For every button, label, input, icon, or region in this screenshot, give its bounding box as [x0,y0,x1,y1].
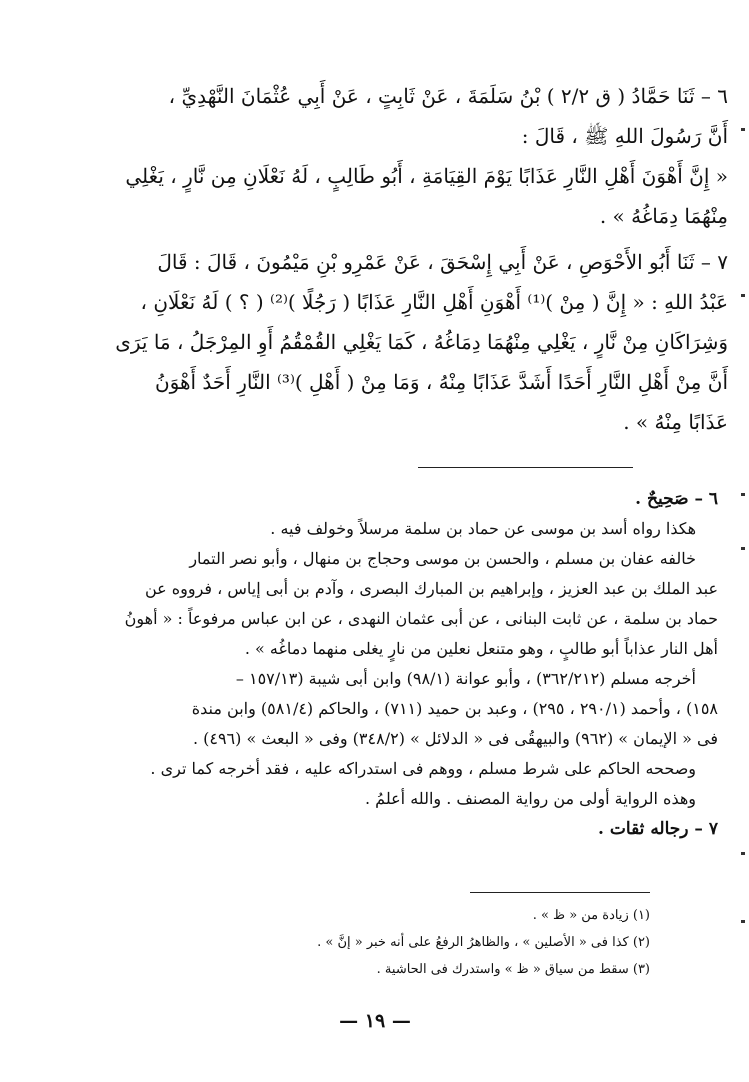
scan-mark [741,128,745,131]
hadith-line: مِنْهُمَا دِمَاغُهُ » . [599,204,728,228]
hadith-line: عَذَابًا مِنْهُ » . [623,410,728,434]
commentary-7-title: ٧ – رجاله ثقات . [598,819,718,839]
hadith-line: ٧ – ثَنَا أَبُو الأَحْوَصِ ، عَنْ أَبِي إِسْحَقَ ، عَنْ عَمْرِو بْنِ مَيْمُونَ ، قَالَ : قَالَ [157,250,728,274]
hadith-line: وَشِرَاكَانِ مِنْ نَّارٍ ، يَغْلِي مِنْهُمَا دِمَاغُهُ ، كَمَا يَغْلِي القُمْقُمُ أَوِ المِرْجَلُ ، مَا يَرَى [115,330,728,354]
commentary-line: فى « الإيمان » (٩٦٢) والبيهقُى فى « الدلائل » (٣٤٨/٢) وفى « البعث » (٤٩٦) . [192,729,718,748]
commentary-line: هكذا رواه أسد بن موسى عن حماد بن سلمة مرسلاً وخولف فيه . [270,519,696,538]
hadith-6-text [88,76,728,236]
page-number: — ١٩ — [339,1010,411,1032]
commentary-line: حماد بن سلمة ، عن ثابت البنانى ، عن أبى عثمان النهدى ، عن ابن عباس مرفوعاً : « أهونُ [124,609,718,628]
footnote-divider [470,892,650,893]
commentary-line: ١٥٨) ، وأحمد (٢٩٠/١ ، ٢٩٥) ، وعبد بن حميد (٧١١) ، والحاكم (٥٨١/٤) وابن مندة [191,699,718,718]
commentary-line: أخرجه مسلم (٣٦٢/٢١٢) ، وأبو عوانة (٩٨/١) وابن أبى شيبة (١٥٧/١٣ – [235,669,696,688]
footnote-1: (١) زيادة من « ظ » . [532,908,650,923]
scan-mark [741,920,745,923]
hadith-line: « إِنَّ أَهْوَنَ أَهْلِ النَّارِ عَذَابًا يَوْمَ القِيَامَةِ ، أَبُو طَالِبٍ ، لَهُ نَعْلَانِ مِن نَّارٍ ، يَغْلِي [125,164,728,188]
scan-mark [741,852,745,855]
commentary-6-title: ٦ – صَحِيحٌ . [635,489,718,509]
scan-mark [741,547,745,550]
commentary-line: وهذه الرواية أولى من رواية المصنف . والله أعلمُ . [365,789,696,808]
footnote-2: (٢) كذا فى « الأصلين » ، والظاهرُ الرفعُ على أنه خبر « إنَّ » . [317,935,650,950]
commentary-line: عبد الملك بن عبد العزيز ، وإبراهيم بن المبارك البصرى ، وآدم بن أبى إياس ، فرووه عن [144,579,718,598]
scan-mark [741,294,745,297]
footnote-3: (٣) سقط من سياق « ظ » واستدرك فى الحاشية . [376,962,650,977]
commentary-line: خالفه عفان بن مسلم ، والحسن بن موسى وحجاج بن منهال ، وأبو نصر التمار [189,549,696,568]
hadith-line: ٦ – ثَنَا حَمَّادُ ( ق ٢/٢ ) بْنُ سَلَمَةَ ، عَنْ ثَابِتٍ ، عَنْ أَبِي عُثْمَانَ النَّهْدِيِّ ، [168,84,728,108]
hadith-line: عَبْدُ اللهِ : « إِنَّ ( مِنْ )⁽¹⁾ أَهْوَنِ أَهْلِ النَّارِ عَذَابًا ( رَجُلًا )⁽²⁾ ( ؟ ) لَهُ نَعْلَانِ ، [140,290,728,314]
footnotes [250,902,650,983]
hadith-line: أَنَّ مِنْ أَهْلِ النَّارِ أَحَدًا أَشَدَّ عَذَابًا مِنْهُ ، وَمَا مِنْ ( أَهْلِ )⁽³⁾ النَّارِ أَحَدٌ أَهْوَنُ [154,370,728,394]
hadith-7-text [88,242,728,442]
hadith-line: أَنَّ رَسُولَ اللهِ ﷺ ، قَالَ : [521,124,728,148]
commentary-section [96,484,718,844]
commentary-line: وصححه الحاكم على شرط مسلم ، ووهم فى استدراكه عليه ، فقد أخرجه كما ترى . [150,759,696,778]
scan-mark [741,493,745,496]
commentary-line: أهل النار عذاباً أبو طالبٍ ، وهو متنعل نعلين من نارٍ يغلى منهما دماغُه » . [244,639,718,658]
section-divider [418,467,633,468]
